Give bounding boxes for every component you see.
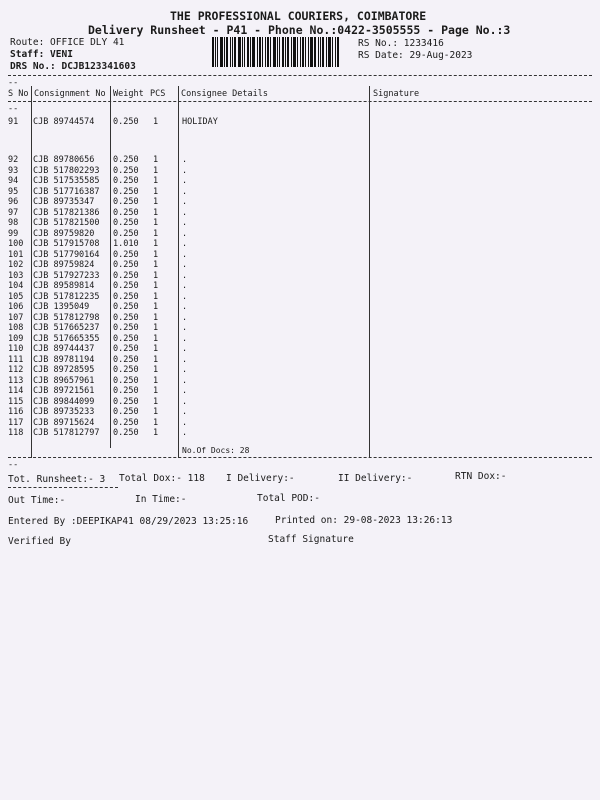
row-sno: 110 xyxy=(8,344,24,354)
col-header-sno: S No xyxy=(8,89,29,99)
row-sno: 99 xyxy=(8,228,19,239)
row-pcs: 1 xyxy=(153,312,159,323)
total-dox: Total Dox:- 118 xyxy=(119,473,205,484)
divider xyxy=(8,101,592,102)
row-pcs: 1 xyxy=(153,249,159,260)
row-details: . xyxy=(182,260,188,270)
row-sno: 117 xyxy=(8,417,24,428)
row-weight: 0.250 xyxy=(113,386,139,396)
column-line xyxy=(178,86,179,458)
row-weight: 0.250 xyxy=(113,176,139,186)
row-details: . xyxy=(182,344,188,354)
row-consignment: CJB 517535585 xyxy=(33,176,100,186)
row-details: . xyxy=(182,312,188,323)
row-weight: 0.250 xyxy=(113,207,139,218)
row-pcs: 1 xyxy=(153,428,159,438)
row-consignment: CJB 89721561 xyxy=(33,386,95,396)
divider xyxy=(8,75,592,76)
row-consignment: CJB 89759824 xyxy=(33,260,95,270)
divider xyxy=(8,487,118,488)
verified-by: Verified By xyxy=(8,536,71,547)
drs-number: DRS No.: DCJB123341603 xyxy=(10,61,136,72)
row-pcs: 1 xyxy=(153,186,159,197)
row-consignment: CJB 517802293 xyxy=(33,165,100,176)
total-pod: Total POD:- xyxy=(257,493,320,504)
row-details: . xyxy=(182,417,188,428)
in-time: In Time:- xyxy=(135,494,187,505)
dash-mark: -- xyxy=(8,78,19,88)
row-details: . xyxy=(182,197,188,207)
row-consignment: CJB 89781194 xyxy=(33,354,95,365)
row-weight: 0.250 xyxy=(113,218,139,228)
row-details: HOLIDAY xyxy=(182,117,218,127)
row-weight: 0.250 xyxy=(113,281,139,291)
row-weight: 0.250 xyxy=(113,155,139,165)
row-weight: 0.250 xyxy=(113,333,139,344)
row-details: . xyxy=(182,186,188,197)
row-details: . xyxy=(182,207,188,218)
row-weight: 0.250 xyxy=(113,344,139,354)
dash-mark: -- xyxy=(8,460,19,470)
row-sno: 116 xyxy=(8,407,24,417)
row-sno: 91 xyxy=(8,117,19,127)
row-details: . xyxy=(182,228,188,239)
row-consignment: CJB 89759820 xyxy=(33,228,95,239)
row-consignment: CJB 517927233 xyxy=(33,270,100,281)
row-details: . xyxy=(182,239,188,249)
row-pcs: 1 xyxy=(153,270,159,281)
row-details: . xyxy=(182,218,188,228)
row-details: . xyxy=(182,281,188,291)
row-pcs: 1 xyxy=(153,218,159,228)
row-details: . xyxy=(182,302,188,312)
row-details: . xyxy=(182,354,188,365)
row-consignment: CJB 89744437 xyxy=(33,344,95,354)
barcode-image xyxy=(212,37,354,67)
row-weight: 0.250 xyxy=(113,428,139,438)
row-pcs: 1 xyxy=(153,117,159,127)
row-consignment: CJB 517812798 xyxy=(33,312,100,323)
row-consignment: CJB 517821386 xyxy=(33,207,100,218)
row-details: . xyxy=(182,155,188,165)
row-consignment: CJB 89735347 xyxy=(33,197,95,207)
row-sno: 113 xyxy=(8,375,24,386)
row-consignment: CJB 89735233 xyxy=(33,407,95,417)
ii-delivery: II Delivery:- xyxy=(338,473,413,484)
row-pcs: 1 xyxy=(153,375,159,386)
out-time: Out Time:- xyxy=(8,495,66,506)
row-pcs: 1 xyxy=(153,239,159,249)
entered-by: Entered By :DEEPIKAP41 08/29/2023 13:25:16 xyxy=(8,516,249,527)
printed-on: Printed on: 29-08-2023 13:26:13 xyxy=(275,515,453,526)
row-sno: 115 xyxy=(8,396,24,407)
row-pcs: 1 xyxy=(153,323,159,333)
row-details: . xyxy=(182,176,188,186)
row-pcs: 1 xyxy=(153,165,159,176)
row-pcs: 1 xyxy=(153,155,159,165)
row-details: . xyxy=(182,396,188,407)
col-header-pcs: PCS xyxy=(150,89,166,99)
row-weight: 0.250 xyxy=(113,260,139,270)
row-weight: 0.250 xyxy=(113,228,139,239)
row-pcs: 1 xyxy=(153,354,159,365)
row-sno: 107 xyxy=(8,312,24,323)
row-pcs: 1 xyxy=(153,407,159,417)
col-header-signature: Signature xyxy=(373,89,420,99)
row-pcs: 1 xyxy=(153,365,159,375)
row-pcs: 1 xyxy=(153,302,159,312)
row-sno: 112 xyxy=(8,365,24,375)
row-sno: 108 xyxy=(8,323,24,333)
row-weight: 0.250 xyxy=(113,312,139,323)
row-pcs: 1 xyxy=(153,386,159,396)
row-pcs: 1 xyxy=(153,176,159,186)
row-pcs: 1 xyxy=(153,197,159,207)
row-weight: 0.250 xyxy=(113,197,139,207)
row-pcs: 1 xyxy=(153,291,159,302)
row-consignment: CJB 517812235 xyxy=(33,291,100,302)
row-sno: 101 xyxy=(8,249,24,260)
row-details: . xyxy=(182,386,188,396)
row-consignment: CJB 517665237 xyxy=(33,323,100,333)
row-sno: 96 xyxy=(8,197,19,207)
row-weight: 0.250 xyxy=(113,323,139,333)
row-consignment: CJB 517812797 xyxy=(33,428,100,438)
runsheet-title: Delivery Runsheet - P41 - Phone No.:0422-3505555 - Page No.:3 xyxy=(88,23,511,37)
row-details: . xyxy=(182,249,188,260)
i-delivery: I Delivery:- xyxy=(226,473,295,484)
row-details: . xyxy=(182,323,188,333)
staff-label: Staff: VENI xyxy=(10,49,73,60)
staff-signature: Staff Signature xyxy=(268,534,354,545)
row-weight: 0.250 xyxy=(113,270,139,281)
row-pcs: 1 xyxy=(153,260,159,270)
row-details: . xyxy=(182,428,188,438)
col-header-consignment: Consignment No xyxy=(34,89,106,99)
row-sno: 102 xyxy=(8,260,24,270)
row-consignment: CJB 517821500 xyxy=(33,218,100,228)
row-sno: 105 xyxy=(8,291,24,302)
row-details: . xyxy=(182,375,188,386)
rtn-dox: RTN Dox:- xyxy=(455,471,507,482)
row-weight: 0.250 xyxy=(113,375,139,386)
row-consignment: CJB 89844099 xyxy=(33,396,95,407)
row-consignment: CJB 89657961 xyxy=(33,375,95,386)
column-line xyxy=(369,86,370,458)
row-consignment: CJB 89780656 xyxy=(33,155,95,165)
row-pcs: 1 xyxy=(153,333,159,344)
row-sno: 97 xyxy=(8,207,19,218)
col-header-weight: Weight xyxy=(113,89,144,99)
row-consignment: CJB 89589814 xyxy=(33,281,95,291)
row-weight: 0.250 xyxy=(113,165,139,176)
row-weight: 0.250 xyxy=(113,291,139,302)
row-details: . xyxy=(182,270,188,281)
row-weight: 0.250 xyxy=(113,365,139,375)
row-consignment: CJB 517915708 xyxy=(33,239,100,249)
row-consignment: CJB 517716387 xyxy=(33,186,100,197)
row-details: . xyxy=(182,333,188,344)
row-sno: 92 xyxy=(8,155,19,165)
row-sno: 98 xyxy=(8,218,19,228)
row-sno: 94 xyxy=(8,176,19,186)
row-sno: 103 xyxy=(8,270,24,281)
row-consignment: CJB 89744574 xyxy=(33,117,95,127)
row-sno: 114 xyxy=(8,386,24,396)
row-details: . xyxy=(182,165,188,176)
row-weight: 0.250 xyxy=(113,407,139,417)
row-weight: 1.010 xyxy=(113,239,139,249)
row-consignment: CJB 517790164 xyxy=(33,249,100,260)
row-weight: 0.250 xyxy=(113,302,139,312)
dash-mark: -- xyxy=(8,104,19,114)
row-weight: 0.250 xyxy=(113,117,139,127)
row-sno: 106 xyxy=(8,302,24,312)
rs-number: RS No.: 1233416 xyxy=(358,38,444,49)
row-weight: 0.250 xyxy=(113,186,139,197)
rs-date: RS Date: 29-Aug-2023 xyxy=(358,50,473,61)
row-sno: 95 xyxy=(8,186,19,197)
column-line xyxy=(31,86,32,458)
row-weight: 0.250 xyxy=(113,396,139,407)
row-details: . xyxy=(182,407,188,417)
col-header-consignee: Consignee Details xyxy=(181,89,268,99)
row-sno: 111 xyxy=(8,354,24,365)
route-label: Route: OFFICE DLY 41 xyxy=(10,37,125,48)
row-weight: 0.250 xyxy=(113,249,139,260)
divider xyxy=(8,457,592,458)
row-consignment: CJB 89728595 xyxy=(33,365,95,375)
row-weight: 0.250 xyxy=(113,354,139,365)
row-sno: 109 xyxy=(8,333,24,344)
row-details: . xyxy=(182,365,188,375)
column-line xyxy=(110,86,111,448)
row-pcs: 1 xyxy=(153,417,159,428)
row-sno: 100 xyxy=(8,239,24,249)
row-pcs: 1 xyxy=(153,228,159,239)
row-pcs: 1 xyxy=(153,396,159,407)
row-sno: 104 xyxy=(8,281,24,291)
company-title: THE PROFESSIONAL COURIERS, COIMBATORE xyxy=(170,9,427,23)
row-pcs: 1 xyxy=(153,281,159,291)
row-pcs: 1 xyxy=(153,344,159,354)
row-consignment: CJB 517665355 xyxy=(33,333,100,344)
row-weight: 0.250 xyxy=(113,417,139,428)
row-sno: 93 xyxy=(8,165,19,176)
row-consignment: CJB 89715624 xyxy=(33,417,95,428)
row-consignment: CJB 1395049 xyxy=(33,302,90,312)
tot-runsheet: Tot. Runsheet:- 3 xyxy=(8,474,106,485)
row-details: . xyxy=(182,291,188,302)
row-pcs: 1 xyxy=(153,207,159,218)
no-of-docs: No.Of Docs: 28 xyxy=(182,446,250,455)
row-sno: 118 xyxy=(8,428,24,438)
